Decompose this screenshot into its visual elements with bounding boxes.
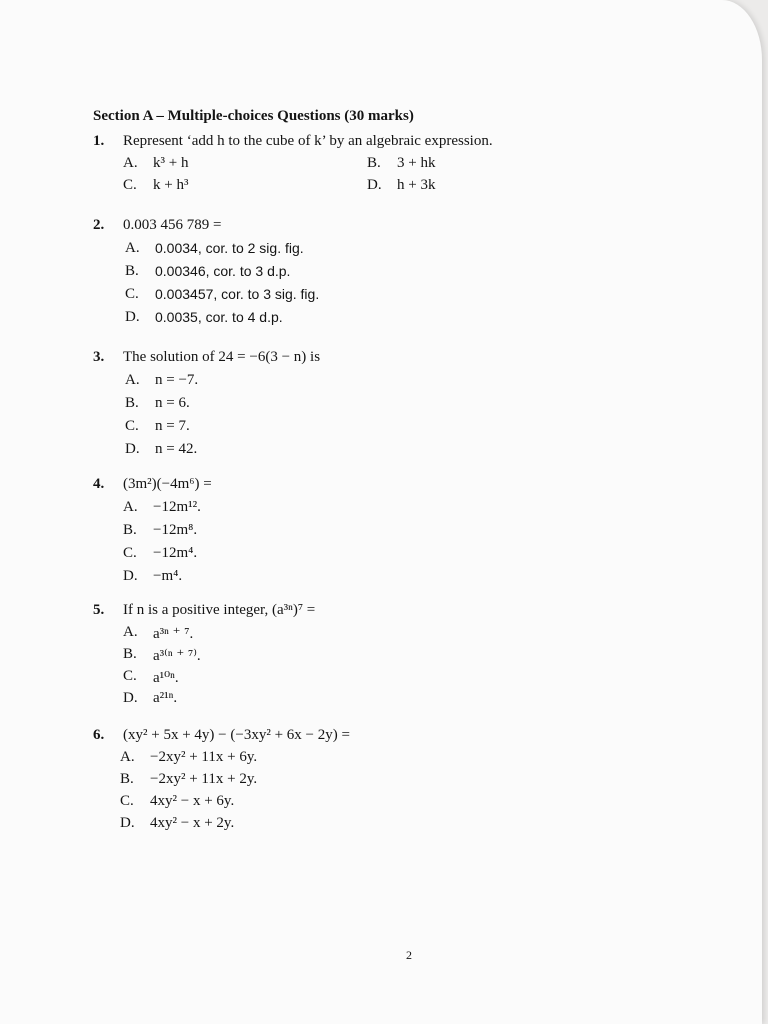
option-text: h + 3k	[397, 177, 436, 193]
option-text: a¹⁰ⁿ.	[153, 670, 179, 686]
option-text: 0.00346, cor. to 3 d.p.	[155, 263, 291, 279]
question-number: 6.	[93, 727, 105, 743]
option-label: D.	[125, 441, 140, 457]
option-text: −12m⁸.	[153, 522, 198, 538]
option-label: C.	[123, 668, 137, 684]
option-label: A.	[125, 240, 140, 256]
question-number: 1.	[93, 133, 105, 149]
option-text: 0.0035, cor. to 4 d.p.	[155, 309, 283, 325]
option-text: −12m⁴.	[153, 545, 198, 561]
option-text: 0.0034, cor. to 2 sig. fig.	[155, 240, 304, 256]
option-label: A.	[123, 624, 138, 640]
option-text: a³ⁿ ⁺ ⁷.	[153, 626, 194, 642]
option-label: C.	[120, 793, 134, 809]
option-label: A.	[123, 499, 138, 515]
option-label: D.	[125, 309, 140, 325]
option-label: C.	[125, 418, 139, 434]
option-label: D.	[123, 690, 138, 706]
option-text: a³⁽ⁿ ⁺ ⁷⁾.	[153, 648, 201, 664]
option-label: B.	[123, 646, 137, 662]
question-number: 2.	[93, 217, 105, 233]
option-text: −12m¹².	[153, 499, 201, 515]
option-text: a²¹ⁿ.	[153, 690, 178, 706]
option-text: −2xy² + 11x + 2y.	[150, 771, 258, 787]
option-text: 4xy² − x + 6y.	[150, 793, 235, 809]
option-label: A.	[123, 155, 138, 171]
option-text: n = 7.	[155, 418, 190, 434]
section-title: Section A – Multiple-choices Questions (30 marks)	[93, 108, 414, 124]
question-text: If n is a positive integer, (a³ⁿ)⁷ =	[123, 602, 316, 618]
question-number: 3.	[93, 349, 105, 365]
option-label: B.	[125, 263, 139, 279]
question-text: (3m²)(−4m⁶) =	[123, 476, 212, 492]
question-text: Represent ‘add h to the cube of k’ by an algebraic expression.	[123, 133, 493, 149]
option-text: k + h³	[153, 177, 189, 193]
page-number: 2	[406, 948, 412, 962]
option-label: B.	[367, 155, 381, 171]
option-text: 0.003457, cor. to 3 sig. fig.	[155, 286, 320, 302]
option-label: C.	[123, 177, 137, 193]
option-text: n = 6.	[155, 395, 190, 411]
option-label: A.	[120, 749, 135, 765]
option-label: C.	[125, 286, 139, 302]
option-text: 4xy² − x + 2y.	[150, 815, 235, 831]
option-label: A.	[125, 372, 140, 388]
option-text: −2xy² + 11x + 6y.	[150, 749, 258, 765]
option-label: D.	[120, 815, 135, 831]
option-text: n = −7.	[155, 372, 199, 388]
option-text: 3 + hk	[397, 155, 436, 171]
option-label: B.	[125, 395, 139, 411]
option-label: B.	[120, 771, 134, 787]
question-number: 4.	[93, 476, 105, 492]
option-text: −m⁴.	[153, 568, 183, 584]
option-label: D.	[367, 177, 382, 193]
option-label: B.	[123, 522, 137, 538]
question-2	[93, 217, 593, 327]
question-text: (xy² + 5x + 4y) − (−3xy² + 6x − 2y) =	[123, 727, 350, 743]
question-4	[93, 476, 593, 586]
option-label: C.	[123, 545, 137, 561]
question-number: 5.	[93, 602, 105, 618]
option-label: D.	[123, 568, 138, 584]
question-1	[93, 133, 733, 203]
question-5	[93, 602, 593, 712]
question-text: 0.003 456 789 =	[123, 217, 222, 233]
question-text: The solution of 24 = −6(3 − n) is	[123, 349, 321, 365]
option-text: k³ + h	[153, 155, 189, 171]
option-text: n = 42.	[155, 441, 198, 457]
question-3	[93, 349, 593, 459]
question-6	[93, 727, 593, 837]
